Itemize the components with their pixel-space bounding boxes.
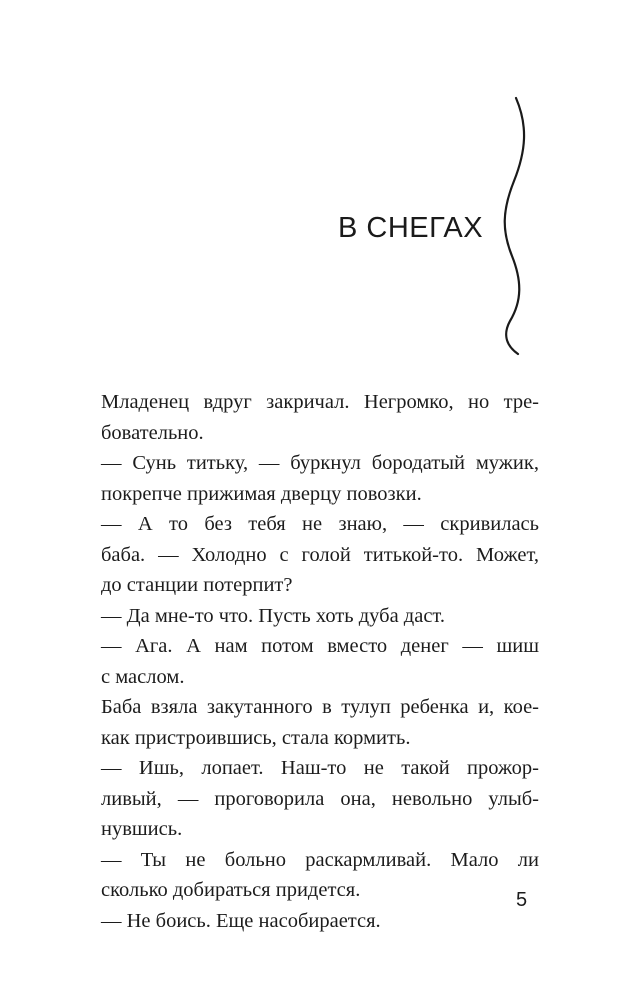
chapter-body-text <box>101 387 539 936</box>
text-line: до станции потерпит? <box>101 574 293 596</box>
text-line: — Ты не больно раскармливай. Мало ли <box>101 848 539 871</box>
text-line: сколько добираться придется. <box>101 879 361 901</box>
text-line: — Да мне-то что. Пусть хоть дуба даст. <box>101 604 445 627</box>
text-line: бовательно. <box>101 421 204 444</box>
page-number: 5 <box>516 889 528 911</box>
text-line: как пристроившись, стала кормить. <box>101 726 411 749</box>
text-line: нувшись. <box>101 818 183 840</box>
wavy-line-ornament-icon <box>488 96 532 356</box>
text-line: с маслом. <box>101 665 185 688</box>
chapter-title: В СНЕГАХ <box>338 212 484 244</box>
text-line: ливый, — проговорила она, невольно улыб- <box>101 787 539 810</box>
text-line: покрепче прижимая дверцу повозки. <box>101 482 422 505</box>
text-line: Младенец вдруг закричал. Негромко, но тре- <box>101 391 539 413</box>
text-line: — Ага. А нам потом вместо денег — шиш <box>101 635 539 657</box>
text-line: — Ишь, лопает. Наш-то не такой прожор- <box>101 757 539 779</box>
text-line: Баба взяла закутанного в тулуп ребенка и, кое- <box>101 696 539 718</box>
text-line: — Не боись. Еще насобирается. <box>101 909 381 932</box>
text-line: баба. — Холодно с голой титькой-то. Может, <box>101 543 539 566</box>
text-line: — Сунь титьку, — буркнул бородатый мужик, <box>101 452 539 474</box>
text-line: — А то без тебя не знаю, — скривилась <box>101 513 539 535</box>
